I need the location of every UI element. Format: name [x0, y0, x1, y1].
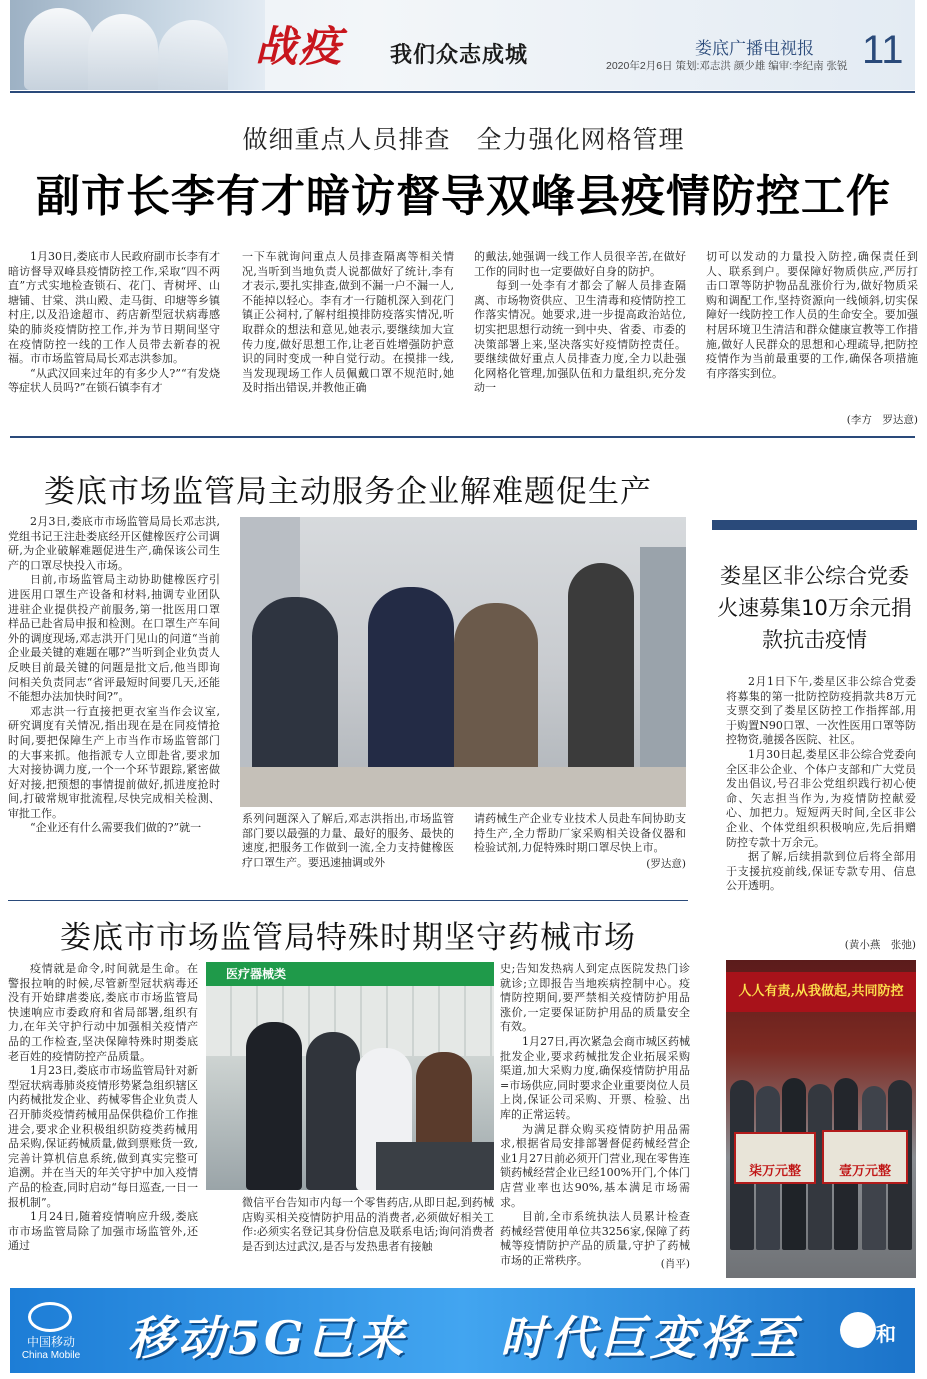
- article3-column-2: [242, 1196, 494, 1254]
- paragraph: 日前,市场监管局主动协助健橡医疗引进医用口罩生产设备和材料,抽调专业团队进驻企业提供投产前服务,第一批医用口罩样品已赴省局申报和检测。在口罩生产车间外的调度现场,邓志洪开门见山的问道“当前企业最关键的难题在哪?”当听到企业负责人反映目前最关键的问题是批文后,他当即询问相关负责同志“省评最短时间要几天,还能不能想办法加快时间?”。: [8, 573, 220, 704]
- protective-suit-figure: [158, 20, 228, 90]
- paragraph: 疫情就是命令,时间就是生命。在警报拉响的时候,尽管新型冠状病毒还没有开始肆虐娄底,娄底市市场监管局快速响应市委政府和省局部署,组织有力,在年关守护行动中加强相关疫情产品的工作检查,坚决保障特殊时期娄底老百姓的疫情防控产品质量。: [8, 962, 198, 1063]
- publication-name: 娄底广播电视报: [695, 39, 814, 58]
- paragraph: 邓志洪一行直接把更衣室当作会议室,研究调度有关情况,指出现在是在同疫情抢时间,要把保障生产上市当作市场监管部门的大事来抓。他指派专人立即赴省,要求加大对接协调力度,一个一个环节跟踪,紧密做好对接,把预想的事情提前做好,抓进度抢时间,打破常规审批流程,尽快完成相关检测、审批工作。: [8, 704, 220, 820]
- paragraph: “从武汉回来过年的有多少人?”“有发烧等症状人员吗?”在锁石镇李有才: [8, 366, 220, 395]
- sidebar-top-bar: [712, 520, 917, 530]
- header-slogan: 我们众志成城: [390, 42, 529, 68]
- article1-column-2: [242, 250, 454, 396]
- pharmacy-sign: 医疗器械类: [206, 962, 494, 986]
- page-number: 11: [862, 28, 904, 72]
- section-divider: [10, 436, 915, 438]
- paragraph: 1月30日,娄底市人民政府副市长李有才暗访督导双峰县疫情防控工作,采取“四不两直”方式实地检查锁石、花门、青树坪、山塘铺、甘棠、洪山殿、走马街、印塘等乡镇村庄,以及沿途超市、药店新型冠状病毒感染的肺炎疫情防控工作,并为节日期间坚守在疫情防控一线的工作人员带去新春的祝福。市市场监管局局长邓志洪参加。: [8, 250, 220, 366]
- article3-signature: (肖平): [660, 1258, 690, 1270]
- paragraph: 为满足群众购买疫情防护用品需求,根据省局安排部署督促药械经营企业1月27日前必须开门营业,现在零售连锁药械经营企业已经100%开门,个体门店营业率也达90%,基本满足市场需求。: [500, 1122, 690, 1209]
- donation-banner: 人人有责,从我做起,共同防控: [726, 972, 916, 1012]
- donation-check-sign: 壹万元整: [822, 1130, 908, 1184]
- article3-column-3: [500, 962, 690, 1268]
- paragraph: 目前,全市系统执法人员累计检查药械经营使用单位共3256家,保障了药械等疫情防护产品的质量,守护了药械市场的正常秩序。: [500, 1210, 690, 1267]
- paragraph: 微信平台告知市内每一个零售药店,从即日起,到药械店购买相关疫情防护用品的消费者,必须做好相关工作:必须实名登记其身份信息及联系电话;询问消费者是否到达过武汉,是否与发热患者有接触: [242, 1196, 494, 1253]
- donation-check-sign: 柒万元整: [734, 1132, 816, 1184]
- article2-column-1: [8, 515, 220, 836]
- sidebar-headline: 娄星区非公综合党委火速募集10万余元捐款抗击疫情: [717, 564, 912, 652]
- article1-signature: (李方 罗达意): [846, 414, 918, 426]
- article1-column-4: [706, 250, 918, 381]
- protective-suit-figure: [24, 8, 94, 90]
- paragraph: 1月27日,再次紧急会商市城区药械批发企业,要求药械批发企业拓展采购渠道,加大采购力度,确保疫情防护用品=市场供应,同时要求企业重要岗位人员上岗,保证公司采购、开票、检验、出库的正常运转。: [500, 1034, 690, 1121]
- section-divider: [8, 900, 688, 901]
- donation-photo: [726, 960, 916, 1278]
- article1-headline: 副市长李有才暗访督导双峰县疫情防控工作: [36, 171, 891, 222]
- header-divider: [10, 91, 915, 93]
- article2-column-3: [474, 812, 686, 856]
- ad-slogan-left: 移动5G已来: [128, 1311, 408, 1365]
- paragraph: 1月24日,随着疫情响应升级,娄底市市场监管局除了加强市场监管外,还通过: [8, 1210, 198, 1253]
- paragraph: 每到一处李有才都会了解人员排查隔离、市场物资供应、卫生清毒和疫情防控工作落实情况。她要求,进一步提高政治站位,切实把思想行动统一到中央、省委、市委的决策部署上来,坚决落实好疫情防控责任。要继续做好重点人员排查力度,全力以赴强化网格化管理,加强队伍和力量组织,充分发动一: [474, 279, 686, 395]
- paragraph: 一下车就询问重点人员排查隔离等相关情况,当听到当地负责人说都做好了统计,李有才表示,要扎实排查,做到不漏一户不漏一人,不能掉以轻心。李有才一行随机深入到花门镇正公祠村,了解村组摸排防疫落实情况,听取群众的想法和意见,她表示,要继续加大宣传力度,做好思想工作,让老百姓增强防护意识的同时变成一种自觉行动。在摸排一线,当发现现场工作人员佩戴口罩不规范时,她及时指出错误,并教他正确: [242, 250, 454, 395]
- china-mobile-logo-icon: [28, 1302, 72, 1332]
- article2-headline: 娄底市场监管局主动服务企业解难题促生产: [44, 474, 652, 510]
- brand-name: 中国移动: [26, 1335, 75, 1349]
- paragraph: 请药械生产企业专业技术人员赴车间协助支持生产,全力帮助厂家采购相关设备仪器和检验试剂,力促特殊时期口罩尽快上市。: [474, 812, 686, 855]
- pharmacy-photo: [206, 962, 494, 1190]
- paragraph: 1月30日起,娄星区非公综合党委向全区非公企业、个体户支部和广大党员发出倡议,号召非公党组织践行初心使命、矢志担当作为,为疫情防控献爱心、加把力。短短两天时间,全区非公企业、个体党组织积极响应,先后捐赠防控专款十万余元。: [726, 747, 916, 849]
- header-credit: 2020年2月6日 策划:邓志洪 颜少雄 编审:李纪南 张锐: [606, 60, 848, 72]
- paragraph: 据了解,后续捐款到位后将全部用于支援抗疫前线,保证专款专用、信息公开透明。: [726, 850, 916, 893]
- war-epidemic-label: 战疫: [255, 22, 344, 71]
- he-logo-icon: [840, 1312, 876, 1348]
- article1-kicker: 做细重点人员排查 全力强化网格管理: [242, 125, 685, 154]
- paragraph: 系列问题深入了解后,邓志洪指出,市场监管部门要以最强的力量、最好的服务、最快的速度,把服务工作做到一流,全力支持健橡医疗口罩生产。要迅速抽调或外: [242, 812, 454, 869]
- paragraph: 的戴法,她强调一线工作人员很辛苦,在做好工作的同时也一定要做好自身的防护。: [474, 250, 686, 278]
- paragraph: 1月23日,娄底市市场监管局针对新型冠状病毒肺炎疫情形势紧急组织辖区内药械批发企业、药械零售企业负责人召开肺炎疫情药械用品保供稳价工作推进会,要求企业积极组织防疫类药械用品采购,保证药械质量,做到票账货一致,完善计算机信息系统,做到真实完整可追溯。并在当天的年关守护中加入疫情产品的检查,同时启动“每日巡查,一日一报机制”。: [8, 1064, 198, 1209]
- article3-headline: 娄底市市场监管局特殊时期坚守药械市场: [60, 920, 636, 956]
- china-mobile-brand: [16, 1336, 86, 1362]
- ad-slogan-right: 时代巨变将至: [500, 1311, 800, 1365]
- brand-name-en: China Mobile: [21, 1350, 81, 1361]
- paragraph: 史;告知发热病人到定点医院发热门诊就诊;立即报告当地疾病控制中心。疫情防控期间,要严禁相关疫情防护用品涨价,一定要保证防护用品的质量安全有效。: [500, 962, 690, 1034]
- sidebar-body: [726, 675, 916, 894]
- protective-suit-figure: [88, 14, 158, 90]
- paragraph: “企业还有什么需要我们做的?”就一: [30, 821, 202, 835]
- article1-column-1: [8, 250, 220, 396]
- paragraph: 2月1日下午,娄星区非公综合党委将募集的第一批防控防疫捐款共8万元支票交到了娄星区防控工作指挥部,用于购置N90口罩、一次性医用口罩等防控物资,驰援各医院、社区。: [726, 675, 916, 747]
- article3-column-1: [8, 962, 198, 1254]
- article1-column-3: [474, 250, 686, 396]
- meeting-photo: [240, 517, 686, 807]
- sidebar-signature: (黄小燕 张弛): [844, 939, 916, 951]
- he-logo-text: 和: [876, 1322, 896, 1346]
- paragraph: 2月3日,娄底市市场监管局局长邓志洪,党组书记王注赴娄底经开区健橡医疗公司调研,为企业破解难题促进生产,确保该公司生产的口罩尽快投入市场。: [8, 515, 220, 572]
- china-mobile-ad: [10, 1288, 915, 1373]
- medical-staff-photo: [10, 0, 265, 90]
- article2-column-2: [242, 812, 454, 870]
- paragraph: 切可以发动的力量投入防控,确保责任到人、联系到户。要保障好物质供应,严厉打击口罩等防护物品乱涨价行为,做好物质采购和调配工作,坚持资源向一线倾斜,切实保障好一线防控工作人员的生命安全。要加强村居环境卫生清洁和群众健康宣教等工作措施,做好人民群众的思想和心理疏导,把防控疫情作为当前最重要的工作,确保各项措施有序落实到位。: [706, 250, 918, 380]
- article2-signature: (罗达意): [646, 858, 686, 870]
